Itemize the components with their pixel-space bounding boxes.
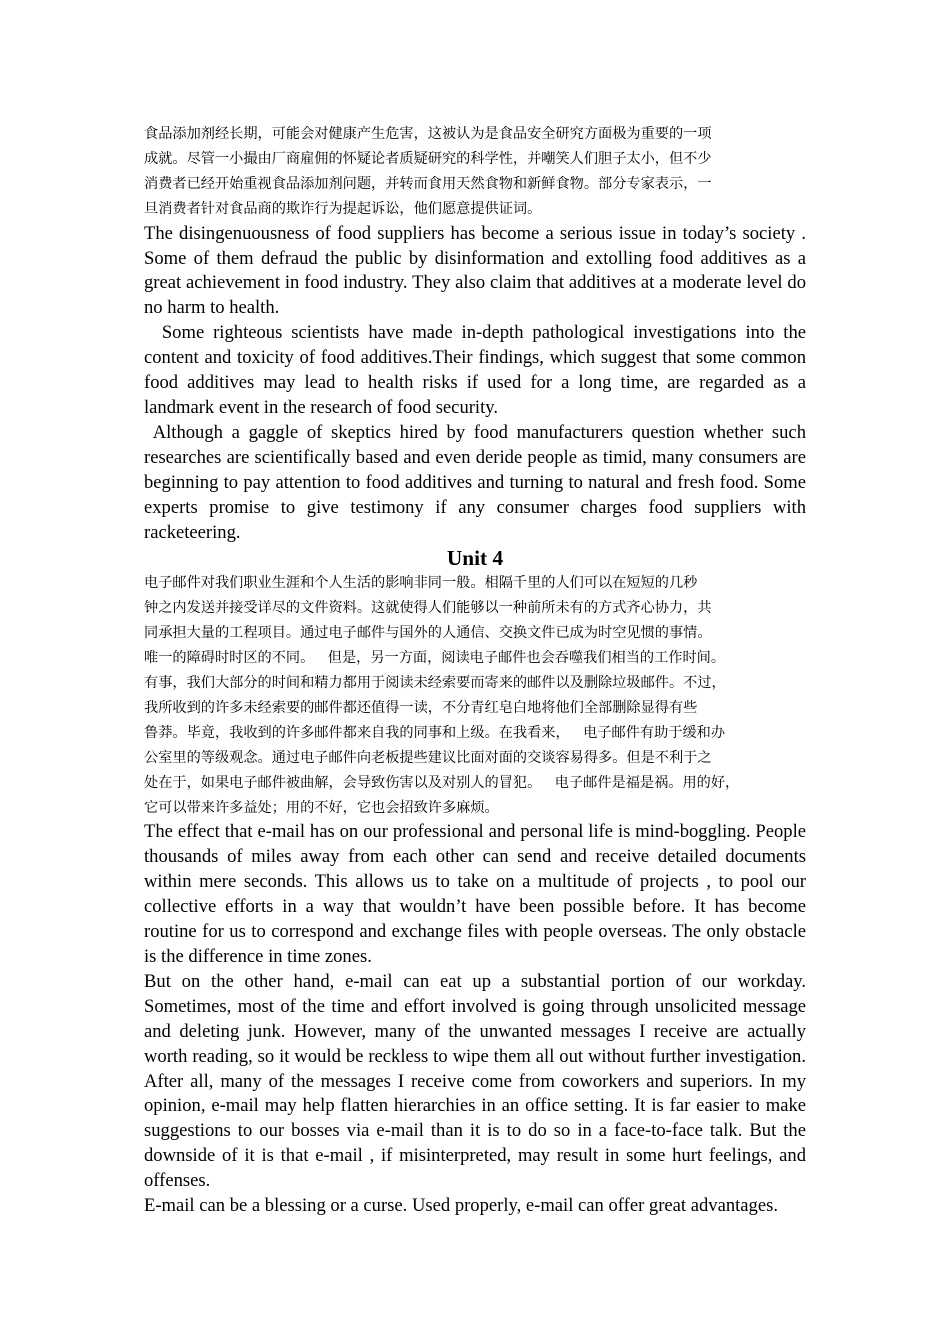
unit3-english-paragraph-1: The disingenuousness of food suppliers has become a serious issue in today’s society . Some of them defraud the public by disinformation and extolling food additives as a great achievement in food industry. They also claim that additives at a moderate level do no harm to health. [144,222,806,319]
unit4-heading: Unit 4 [446,546,504,571]
chinese-line: 它可以带来许多益处；用的不好，它也会招致许多麻烦。 [144,799,499,816]
chinese-line: 我所收到的许多未经索要的邮件都还值得一读，不分青红皂白地将他们全部删除显得有些 [144,699,698,716]
chinese-line: 鲁莽。毕竟，我收到的许多邮件都来自我的同事和上级。在我看来， 电子邮件有助于缓和办 [144,724,726,741]
unit3-chinese-paragraph [144,122,806,222]
unit3-english-paragraph-2: Some righteous scientists have made in-depth pathological investigations into the content and toxicity of food additives.Their findings, which suggest that some common food additives may lead to health risks if used for a long time, are regarded as a landmark event in the research of food security. [144,322,811,418]
chinese-line: 消费者已经开始重视食品添加剂问题，并转而食用天然食物和新鲜食物。部分专家表示，一 [144,175,712,192]
unit4-chinese-paragraph [144,571,806,820]
chinese-line: 电子邮件对我们职业生涯和个人生活的影响非同一般。相隔千里的人们可以在短短的几秒 [144,575,698,592]
unit4-english-paragraph-2: But on the other hand, e-mail can eat up a substantial portion of our workday. Sometimes, most of the time and effort involved is going through unsolicited message and deleting junk. However, many of the unwanted messages I receive are actually worth reading, so it would be reckless to wipe them all out without further investigation. After all, many of the messages I receive come from coworkers and superiors. In my opinion, e-mail may help flatten hierarchies in an office setting. It is far easier to make suggestions to our bosses via e-mail than it is to do so in a face-to-face talk. But the downside of it is that e-mail , if misinterpreted, may result in some hurt feelings, and offenses. [144,970,806,1192]
chinese-line: 钟之内发送并接受详尽的文件资料。这就使得人们能够以一种前所未有的方式齐心协力，共 [144,600,712,617]
chinese-line: 公室里的等级观念。通过电子邮件向老板提些建议比面对面的交谈容易得多。但是不利于之 [144,749,712,766]
chinese-line: 旦消费者针对食品商的欺诈行为提起诉讼，他们愿意提供证词。 [144,200,542,217]
unit4-english-paragraph-1: The effect that e-mail has on our professional and personal life is mind-boggling. People thousands of miles away from each other can send and receive detailed documents within mere seconds. This allows us to take on a multitude of projects , to pool our collective efforts in a way that wouldn’t have been possible before. It has become routine for us to correspond and exchange files with people overseas. The only obstacle is the difference in time zones. [144,821,806,967]
unit3-english-paragraph-3: Although a gaggle of skeptics hired by food manufacturers question whether such researches are scientifically based and even deride people as timid, many consumers are beginning to pay attention to food additives and turning to natural and fresh food. Some experts promise to give testimony if any consumer charges food suppliers with racketeering. [144,421,811,543]
unit4-english-paragraph-3: E-mail can be a blessing or a curse. Used properly, e-mail can offer great advantages. [144,1195,778,1217]
chinese-line: 处在于，如果电子邮件被曲解，会导致伤害以及对别人的冒犯。 电子邮件是福是祸。用的好， [144,774,740,791]
chinese-line: 成就。尽管一小撮由厂商雇佣的怀疑论者质疑研究的科学性，并嘲笑人们胆子太小，但不少 [144,150,712,167]
chinese-line: 同承担大量的工程项目。通过电子邮件与国外的人通信、交换文件已成为时空见惯的事情。 [144,625,712,642]
chinese-line: 食品添加剂经长期，可能会对健康产生危害，这被认为是食品安全研究方面极为重要的一项 [144,126,712,142]
chinese-line: 唯一的障碍时时区的不同。 但是，另一方面，阅读电子邮件也会吞噬我们相当的工作时间。 [144,650,726,667]
chinese-line: 有事，我们大部分的时间和精力都用于阅读未经索要而寄来的邮件以及删除垃圾邮件。不过， [144,675,726,692]
document-page [144,122,811,1219]
